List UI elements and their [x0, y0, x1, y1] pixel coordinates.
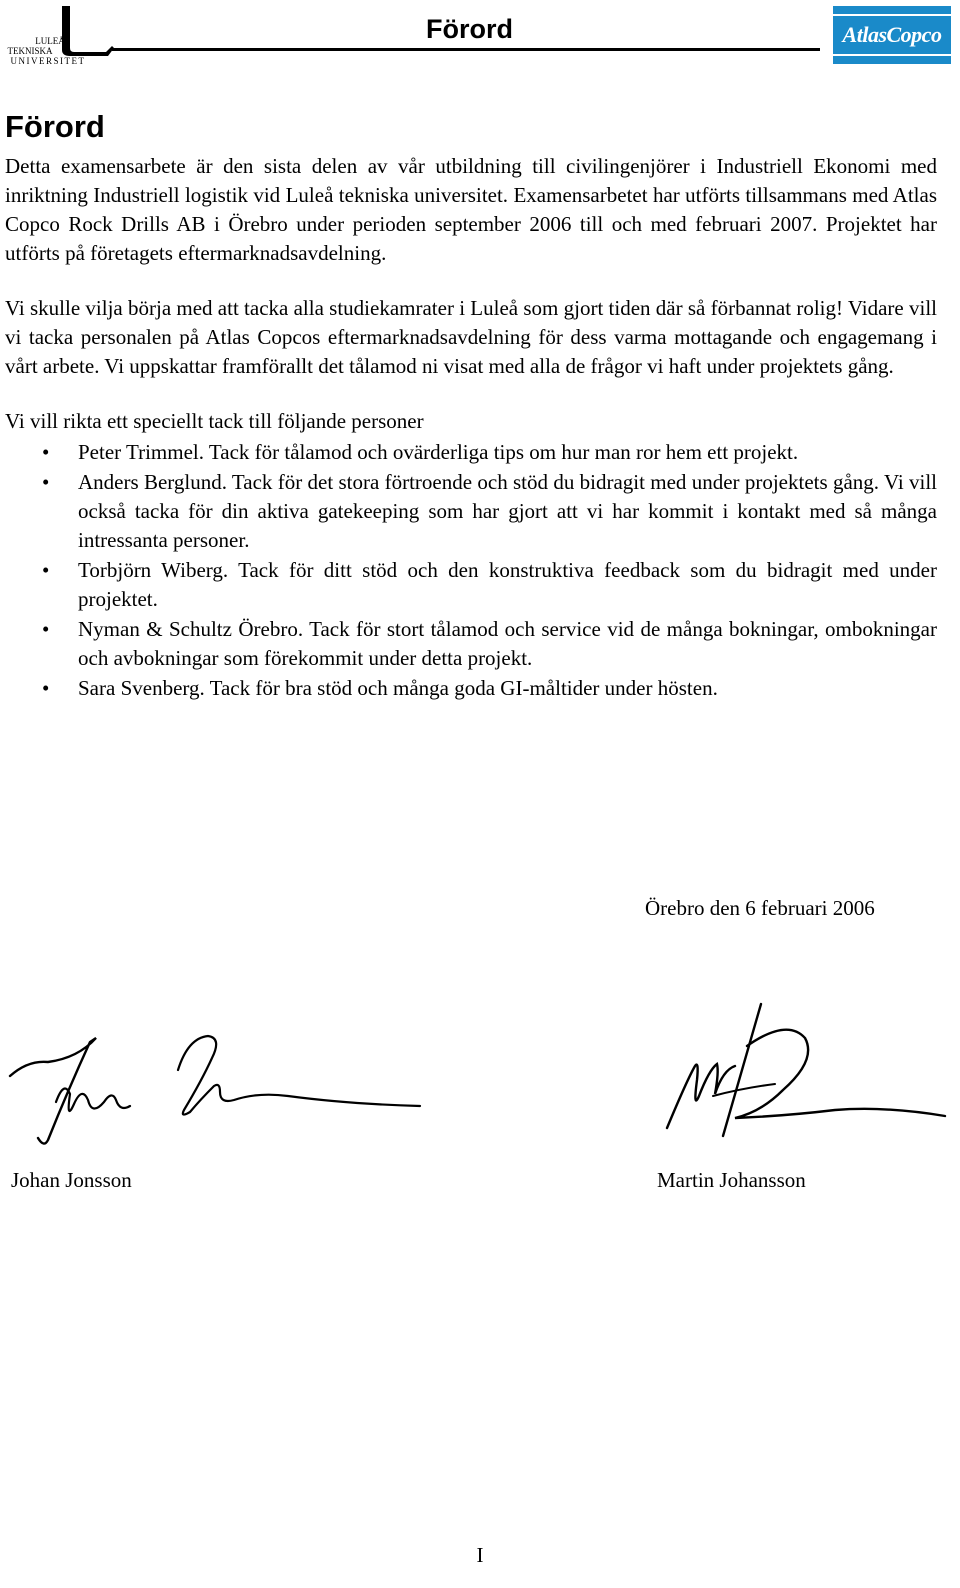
svg-text:LULEÅ: LULEÅ [35, 36, 65, 46]
list-item: • Peter Trimmel. Tack för tålamod och ovärderliga tips om hur man ror hem ett projekt. [5, 438, 937, 467]
paragraph-thanks-general: Vi skulle vilja börja med att tacka alla studiekamrater i Luleå som gjort tiden där så förbannat rolig! Vidare vill vi tacka personalen på Atlas Copcos eftermarknadsavdelning för dess varma mottagande och engagemang i vårt arbete. Vi uppskattar framförallt det tålamod ni visat med alla de frågor vi haft under projektets gång. [5, 296, 937, 378]
list-item: • Anders Berglund. Tack för det stora förtroende och stöd du bidragit med under projektets gång. Vi vill också tacka för din aktiva gatekeeping som har gjort att vi har kommit i kontakt med så många intressanta personer. [42, 470, 937, 552]
signature-johan-icon [8, 1030, 428, 1150]
signer-name-martin: Martin Johansson [657, 1168, 806, 1192]
bullet-icon: • [42, 470, 50, 494]
bullet-icon: • [42, 617, 50, 641]
atlas-copco-logo-text: AtlasCopco [842, 22, 942, 47]
svg-text:UNIVERSITET: UNIVERSITET [10, 56, 86, 66]
svg-text:TEKNISKA: TEKNISKA [7, 46, 53, 56]
list-item: • Nyman & Schultz Örebro. Tack för stort tålamod och service vid de många bokningar, ombokningar och avbokningar som förekommit under detta projekt. [42, 617, 937, 670]
place-date: Örebro den 6 februari 2006 [645, 896, 875, 920]
thanks-intro: Vi vill rikta ett speciellt tack till följande personer [5, 409, 424, 433]
document-body [5, 108, 937, 704]
paragraph-intro: Detta examensarbete är den sista delen av vår utbildning till civilingenjörer i Industriell Ekonomi med inriktning Industriell logistik vid Luleå tekniska universitet. Examensarbetet har utförts tillsammans med Atlas Copco Rock Drills AB i Örebro under perioden september 2006 till och med februari 2007. Projektet har utförts på företagets eftermarknadsavdelning. [5, 154, 937, 265]
thanks-list [5, 438, 937, 703]
page-header [0, 0, 960, 70]
list-item: • Sara Svenberg. Tack för bra stöd och många goda GI-måltider under hösten. [5, 674, 937, 703]
signature-martin-icon [665, 1000, 955, 1140]
list-item: • Torbjörn Wiberg. Tack för ditt stöd och den konstruktiva feedback som du bidragit med under projektet. [42, 558, 937, 611]
signer-name-johan: Johan Jonsson [11, 1168, 132, 1192]
ltu-logo-icon [0, 2, 120, 68]
header-rule [112, 48, 820, 51]
bullet-icon: • [42, 676, 50, 700]
page-number: I [476, 1543, 484, 1567]
bullet-icon: • [42, 440, 50, 464]
header-title: Förord [426, 14, 513, 44]
page-heading: Förord [5, 109, 105, 144]
atlas-copco-logo-icon [833, 6, 951, 64]
bullet-icon: • [42, 558, 50, 582]
